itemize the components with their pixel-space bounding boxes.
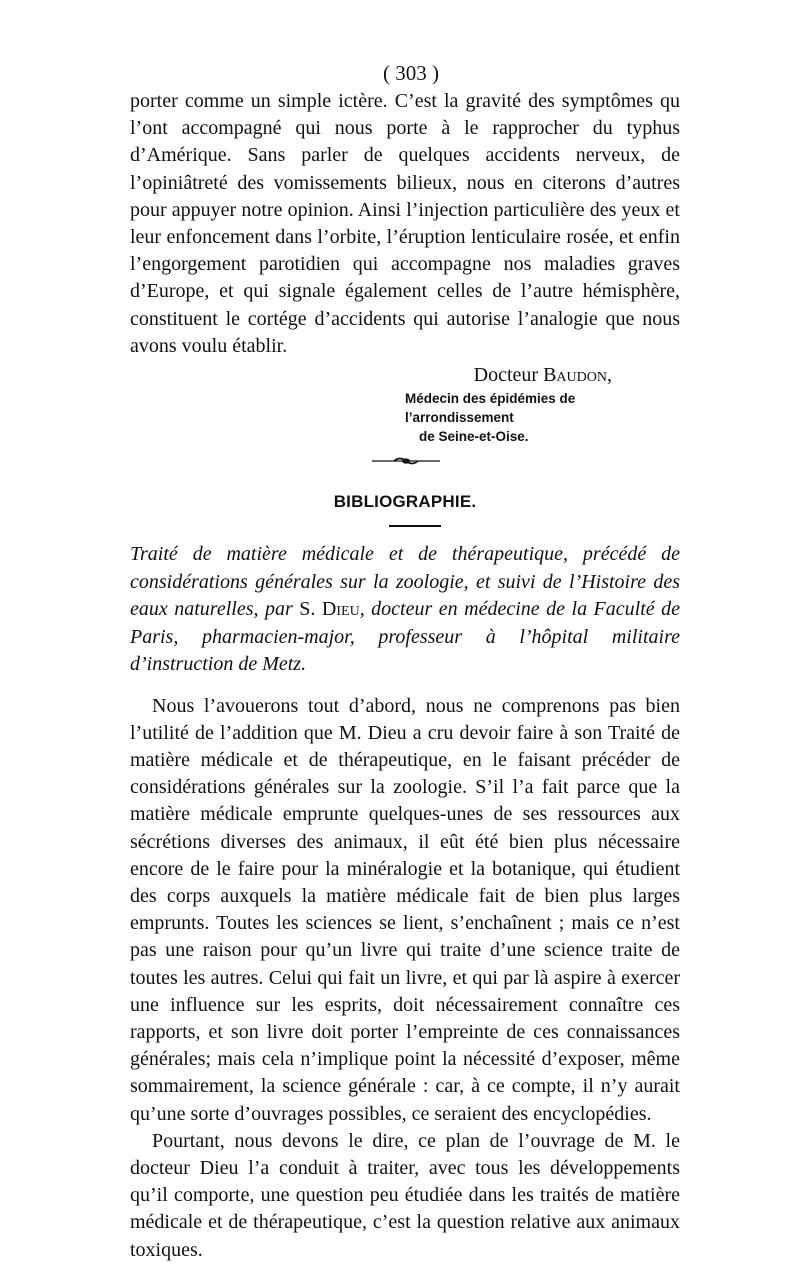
affiliation-line-2: de Seine-et-Oise. [419, 429, 529, 445]
signature-suffix: , [607, 364, 612, 387]
author-affiliation [405, 389, 680, 446]
spacer [130, 679, 680, 693]
section-title: BIBLIOGRAPHIE. [333, 492, 477, 512]
affiliation-line-1: Médecin des épidémies de l’arrondissement [405, 391, 576, 426]
intro-paragraph: porter comme un simple ictère. C’est la gravité des symptômes qu l’ont accompagné qui nous porte à le rapprocher du typhus d’Amérique. Sans parler de quelques accidents nerveux, de l’opiniâtreté des vomissements bilieux, nous en citerons d’autres pour appuyer notre opinion. Ainsi l’injection particulière des yeux et leur enfoncement dans l’orbite, l’éruption lenticulaire rosée, et enfin l’engorgement parotidien qui accompagne nos maladies graves d’Europe, et qui signale également celles de l’autre hémisphère, constituent le cortége d’accidents qui autorise l’analogie que nous avons voulu établir. [130, 90, 680, 357]
page-content [130, 58, 680, 1264]
book-author-initial: S. [299, 598, 316, 621]
page-number: ( 303 ) [383, 61, 439, 85]
signature-prefix: Docteur [473, 364, 539, 387]
book-title-part-1: Traité de matière médicale et de thérapeutique, précédé de considérations générales sur la zoologie, et suivi de l’Histoire des eaux naturelles, par [130, 543, 680, 621]
signature-line [130, 361, 680, 389]
book-title-part-2: , docteur en médecine de la Faculté de Paris, pharmacien-major, professeur à l’hôpital militaire d’instruction de Metz. [130, 598, 681, 676]
book-title [130, 541, 680, 679]
book-author-name: Dieu [321, 598, 360, 621]
review-paragraph-1: Nous l’avouerons tout d’abord, nous ne comprenons pas bien l’utilité de l’addition que M. Dieu a cru devoir faire à son Traité de matière médicale et de thérapeutique, en le faisant précéder de considérations générales sur la zoologie. S’il l’a fait parce que la matière médicale emprunte quelques-unes de ses ressources aux sécrétions diverses des animaux, il eût été bien plus nécessaire encore de le faire pour la minéralogie et la botanique, qui étudient des corps auxquels la matière médicale fait de bien plus larges emprunts. Toutes les sciences se lient, s’enchaînent ; mais ce n’est pas une raison pour qu’un livre qui traite d’une science traite de toutes les autres. Celui qui fait un livre, et qui par là aspire à exercer une influence sur les esprits, doit nécessairement connaître ces rapports, et son livre doit porter l’empreinte de ces connaissances générales; mais cela n’implique point la nécessité d’exposer, même sommairement, la science générale : car, à ce compte, il n’y aurait qu’une sorte d’ouvrages possibles, ce seraient des encyclopédies. [130, 694, 680, 1125]
review-paragraph-2: Pourtant, nous devons le dire, ce plan de l’ouvrage de M. le docteur Dieu l’a conduit à traiter, avec tous les développements qu’il comporte, une question peu étudiée dans les traités de matière médicale et de thérapeutique, c’est la question relative aux animaux toxiques. [130, 1129, 680, 1261]
title-rule [389, 525, 441, 527]
signature-name: Baudon [543, 364, 607, 387]
ornament-divider [372, 456, 440, 466]
